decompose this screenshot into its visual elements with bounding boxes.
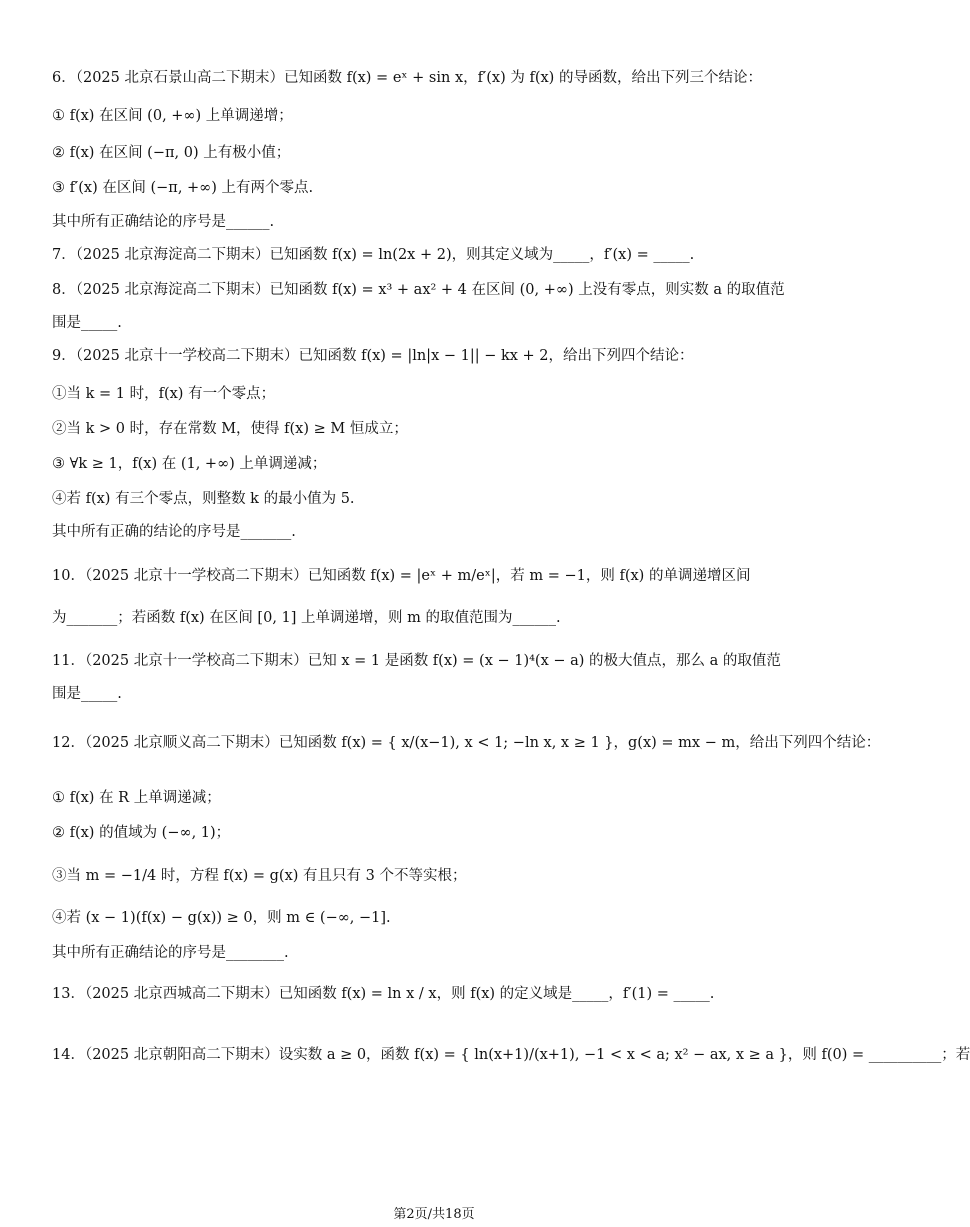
text-line-q9-c1: ①当 k = 1 时，f(x) 有一个零点； [52,386,276,402]
text-line-q6-ask: 其中所有正确结论的序号是______. [52,214,275,230]
text-line-q12-ask: 其中所有正确结论的序号是________. [52,945,289,961]
text-line-q14: 14．（2025 北京朝阳高二下期末）设实数 a ≥ 0，函数 f(x) = { ln(x+1)/(x+1), −1 < x < a; x² − ax, x ≥ a }，则 f(0) = __________；若 [52,1047,970,1063]
text-line-q6-stem: 6．（2025 北京石景山高二下期末）已知函数 f(x) = eˣ + sin x，f′(x) 为 f(x) 的导函数，给出下列三个结论： [52,70,762,86]
text-line-q12-stem: 12．（2025 北京顺义高二下期末）已知函数 f(x) = { x/(x−1), x < 1; −ln x, x ≥ 1 }，g(x) = mx − m，给出下列四个结论： [52,735,881,751]
text-line-q6-c2: ② f(x) 在区间 (−π, 0) 上有极小值； [52,145,291,161]
text-line-q6-c3: ③ f′(x) 在区间 (−π, +∞) 上有两个零点. [52,180,314,196]
text-line-q9-stem: 9．（2025 北京十一学校高二下期末）已知函数 f(x) = |ln|x − 1|| − kx + 2，给出下列四个结论： [52,348,694,364]
text-line-q10-a: 10．（2025 北京十一学校高二下期末）已知函数 f(x) = |eˣ + m/eˣ|，若 m = −1，则 f(x) 的单调递增区间 [52,568,751,584]
text-line-q7: 7．（2025 北京海淀高二下期末）已知函数 f(x) = ln(2x + 2)，则其定义域为_____，f′(x) = _____. [52,247,695,263]
text-line-q13: 13．（2025 北京西城高二下期末）已知函数 f(x) = ln x / x，则 f(x) 的定义域是_____，f′(1) = _____. [52,986,715,1002]
text-line-q11-a: 11．（2025 北京十一学校高二下期末）已知 x = 1 是函数 f(x) = (x − 1)⁴(x − a) 的极大值点，那么 a 的取值范 [52,653,781,669]
text-line-q9-c3: ③ ∀k ≥ 1，f(x) 在 (1, +∞) 上单调递减； [52,456,327,472]
text-line-q9-c2: ②当 k > 0 时，存在常数 M，使得 f(x) ≥ M 恒成立； [52,421,408,437]
page-footer: 第2页/共18页 [393,1207,475,1222]
text-line-q8-a: 8．（2025 北京海淀高二下期末）已知函数 f(x) = x³ + ax² + 4 在区间 (0, +∞) 上没有零点，则实数 a 的取值范 [52,282,785,298]
text-line-q6-c1: ① f(x) 在区间 (0, +∞) 上单调递增； [52,108,293,124]
text-line-q12-c2: ② f(x) 的值域为 (−∞, 1)； [52,825,231,841]
text-line-q10-b: 为_______；若函数 f(x) 在区间 [0, 1] 上单调递增，则 m 的取值范围为______. [52,610,561,626]
text-line-q11-b: 围是_____. [52,686,122,702]
text-line-q9-ask: 其中所有正确的结论的序号是_______. [52,524,296,540]
text-line-q12-c3: ③当 m = −1/4 时，方程 f(x) = g(x) 有且只有 3 个不等实根； [52,868,467,884]
text-line-q12-c4: ④若 (x − 1)(f(x) − g(x)) ≥ 0，则 m ∈ (−∞, −1]. [52,910,391,926]
text-line-q8-b: 围是_____. [52,315,122,331]
text-line-q12-c1: ① f(x) 在 R 上单调递减； [52,790,221,806]
text-line-q9-c4: ④若 f(x) 有三个零点，则整数 k 的最小值为 5. [52,491,355,507]
